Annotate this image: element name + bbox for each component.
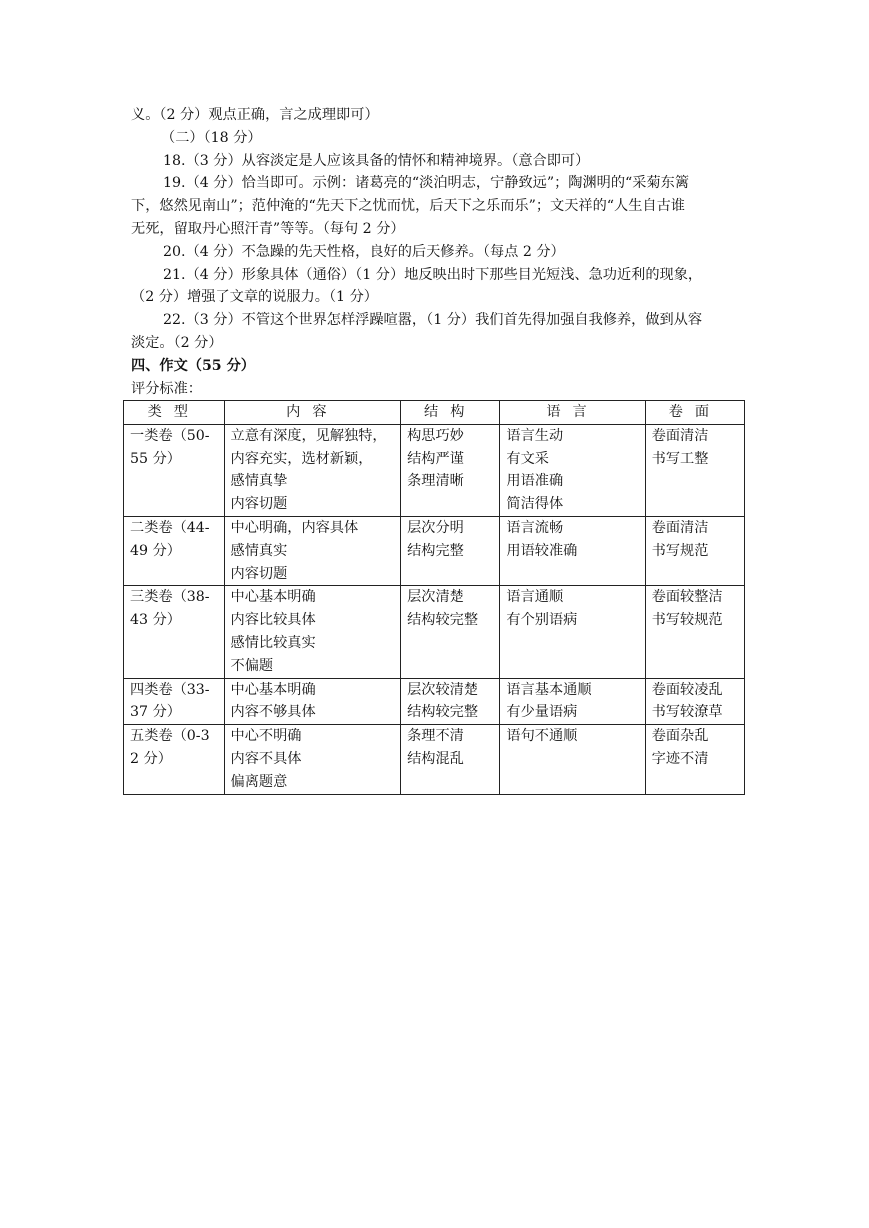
cell-language xyxy=(500,424,645,516)
cell-text-line: 层次较清楚 xyxy=(407,681,479,698)
cell-neatness xyxy=(645,725,744,794)
cell-content xyxy=(224,424,401,516)
cell-text-line: 内容切题 xyxy=(230,565,288,582)
cell-content xyxy=(224,586,401,678)
table-row xyxy=(124,424,745,516)
cell-text-line: 立意有深度，见解独特， xyxy=(230,427,387,444)
cell-text-line: 内容充实，选材新颖， xyxy=(230,450,373,467)
header-structure: 结构 xyxy=(401,401,500,425)
cell-text-line: 内容不具体 xyxy=(230,750,302,767)
section-title: 四、作文（55 分） xyxy=(131,357,255,374)
cell-text-line: 中心明确，内容具体 xyxy=(230,519,359,536)
header-content: 内容 xyxy=(224,401,401,425)
cell-text-line: 层次清楚 xyxy=(407,589,464,606)
cell-type xyxy=(124,586,225,678)
answer-19-line-3: 无死，留取丹心照汗青”等等。（每句 2 分） xyxy=(131,220,405,237)
cell-text-line: 中心不明确 xyxy=(230,728,302,745)
cell-structure xyxy=(401,725,500,794)
cell-text-line: 内容切题 xyxy=(230,496,288,513)
cell-text-line: 卷面杂乱 xyxy=(651,728,709,745)
cell-neatness xyxy=(645,678,744,725)
cell-text-line: 语句不通顺 xyxy=(506,728,578,745)
cell-text-line: 语言基本通顺 xyxy=(506,681,592,698)
cell-type xyxy=(124,678,225,725)
cell-text-line: 感情真实 xyxy=(230,542,288,559)
cell-text-line: 书写工整 xyxy=(651,450,709,467)
cell-text-line: 书写较潦草 xyxy=(651,704,723,721)
cell-text-line: 层次分明 xyxy=(407,519,464,536)
table-row xyxy=(124,586,745,678)
cell-text-line: 结构混乱 xyxy=(407,750,464,767)
cell-type xyxy=(124,725,225,794)
cell-text-line: 五类卷（0-3 xyxy=(130,728,210,745)
cell-type xyxy=(124,516,225,585)
cell-text-line: 书写规范 xyxy=(651,542,709,559)
cell-text-line: 卷面较整洁 xyxy=(651,589,723,606)
cell-text-line: 语言生动 xyxy=(506,427,564,444)
cell-text-line: 一类卷（50- xyxy=(130,427,210,444)
cell-language xyxy=(500,586,645,678)
cell-text-line: 构思巧妙 xyxy=(407,427,464,444)
cell-text-line: 简洁得体 xyxy=(506,496,564,513)
cell-neatness xyxy=(645,586,744,678)
cell-text-line: 语言通顺 xyxy=(506,589,564,606)
cell-text-line: 结构完整 xyxy=(407,542,464,559)
cell-structure xyxy=(401,516,500,585)
cell-content xyxy=(224,725,401,794)
cell-text-line: 内容不够具体 xyxy=(230,704,316,721)
cell-text-line: 卷面清洁 xyxy=(651,427,709,444)
cell-text-line: 55 分） xyxy=(130,450,181,467)
cell-neatness xyxy=(645,424,744,516)
criteria-label: 评分标准： xyxy=(131,380,202,397)
cell-text-line: 结构严谨 xyxy=(407,450,464,467)
cell-text-line: 三类卷（38- xyxy=(130,589,210,606)
cell-text-line: 37 分） xyxy=(130,704,181,721)
cell-text-line: 有少量语病 xyxy=(506,704,578,721)
paragraph-continuation: 义。（2 分）观点正确，言之成理即可） xyxy=(131,107,379,123)
cell-text-line: 二类卷（44- xyxy=(130,519,210,536)
cell-text-line: 四类卷（33- xyxy=(130,681,210,698)
answer-19-line-1: 19.（4 分）恰当即可。示例：诸葛亮的“淡泊明志，宁静致远”；陶渊明的“采菊东篱 xyxy=(163,175,690,192)
header-type: 类型 xyxy=(124,401,225,425)
cell-text-line: 结构较完整 xyxy=(407,704,479,721)
cell-text-line: 字迹不清 xyxy=(651,750,709,767)
cell-text-line: 2 分） xyxy=(130,750,172,767)
cell-text-line: 49 分） xyxy=(130,542,181,559)
cell-text-line: 卷面较凌乱 xyxy=(651,681,723,698)
answer-21-line-2: （2 分）增强了文章的说服力。（1 分） xyxy=(131,289,378,306)
table-row xyxy=(124,516,745,585)
cell-type xyxy=(124,424,225,516)
cell-content xyxy=(224,678,401,725)
table-row xyxy=(124,678,745,725)
cell-language xyxy=(500,678,645,725)
cell-text-line: 用语准确 xyxy=(506,473,564,490)
answer-21-line-1: 21.（4 分）形象具体（通俗）（1 分）地反映出时下那些目光短浅、急功近利的现象， xyxy=(163,266,703,283)
cell-structure xyxy=(401,424,500,516)
answer-18: 18.（3 分）从容淡定是人应该具备的情怀和精神境界。（意合即可） xyxy=(163,152,590,169)
cell-text-line: 语言流畅 xyxy=(506,519,564,536)
cell-text-line: 中心基本明确 xyxy=(230,681,316,698)
cell-text-line: 感情比较真实 xyxy=(230,634,316,651)
cell-structure xyxy=(401,678,500,725)
cell-text-line: 有个别语病 xyxy=(506,612,578,629)
subsection-heading: （二）（18 分） xyxy=(161,129,262,146)
cell-text-line: 有文采 xyxy=(506,450,549,467)
cell-neatness xyxy=(645,516,744,585)
answer-20: 20.（4 分）不急躁的先天性格，良好的后天修养。（每点 2 分） xyxy=(163,243,565,260)
cell-text-line: 不偏题 xyxy=(230,657,274,674)
cell-text-line: 卷面清洁 xyxy=(651,519,709,536)
cell-text-line: 条理清晰 xyxy=(407,473,464,490)
table-row xyxy=(124,725,745,794)
answer-22-line-2: 淡定。（2 分） xyxy=(131,334,223,351)
cell-text-line: 中心基本明确 xyxy=(230,589,316,606)
cell-text-line: 条理不清 xyxy=(407,728,464,745)
cell-text-line: 43 分） xyxy=(130,612,181,629)
cell-text-line: 结构较完整 xyxy=(407,612,479,629)
header-language: 语言 xyxy=(500,401,645,425)
cell-language xyxy=(500,516,645,585)
cell-text-line: 感情真挚 xyxy=(230,473,288,490)
table-body xyxy=(124,424,745,794)
cell-text-line: 用语较准确 xyxy=(506,542,578,559)
answer-text-block xyxy=(131,104,743,400)
table-header-row xyxy=(124,401,745,425)
header-neatness: 卷面 xyxy=(645,401,744,425)
cell-text-line: 书写较规范 xyxy=(651,612,723,629)
cell-text-line: 偏离题意 xyxy=(230,773,288,790)
cell-content xyxy=(224,516,401,585)
cell-text-line: 内容比较具体 xyxy=(230,612,316,629)
grading-table xyxy=(123,400,745,795)
answer-19-line-2: 下，悠然见南山”；范仲淹的“先天下之忧而忧，后天下之乐而乐”；文天祥的“人生自古谁 xyxy=(131,198,685,215)
cell-structure xyxy=(401,586,500,678)
cell-language xyxy=(500,725,645,794)
answer-22-line-1: 22.（3 分）不管这个世界怎样浮躁喧嚣，（1 分）我们首先得加强自我修养，做到从容 xyxy=(163,312,703,329)
